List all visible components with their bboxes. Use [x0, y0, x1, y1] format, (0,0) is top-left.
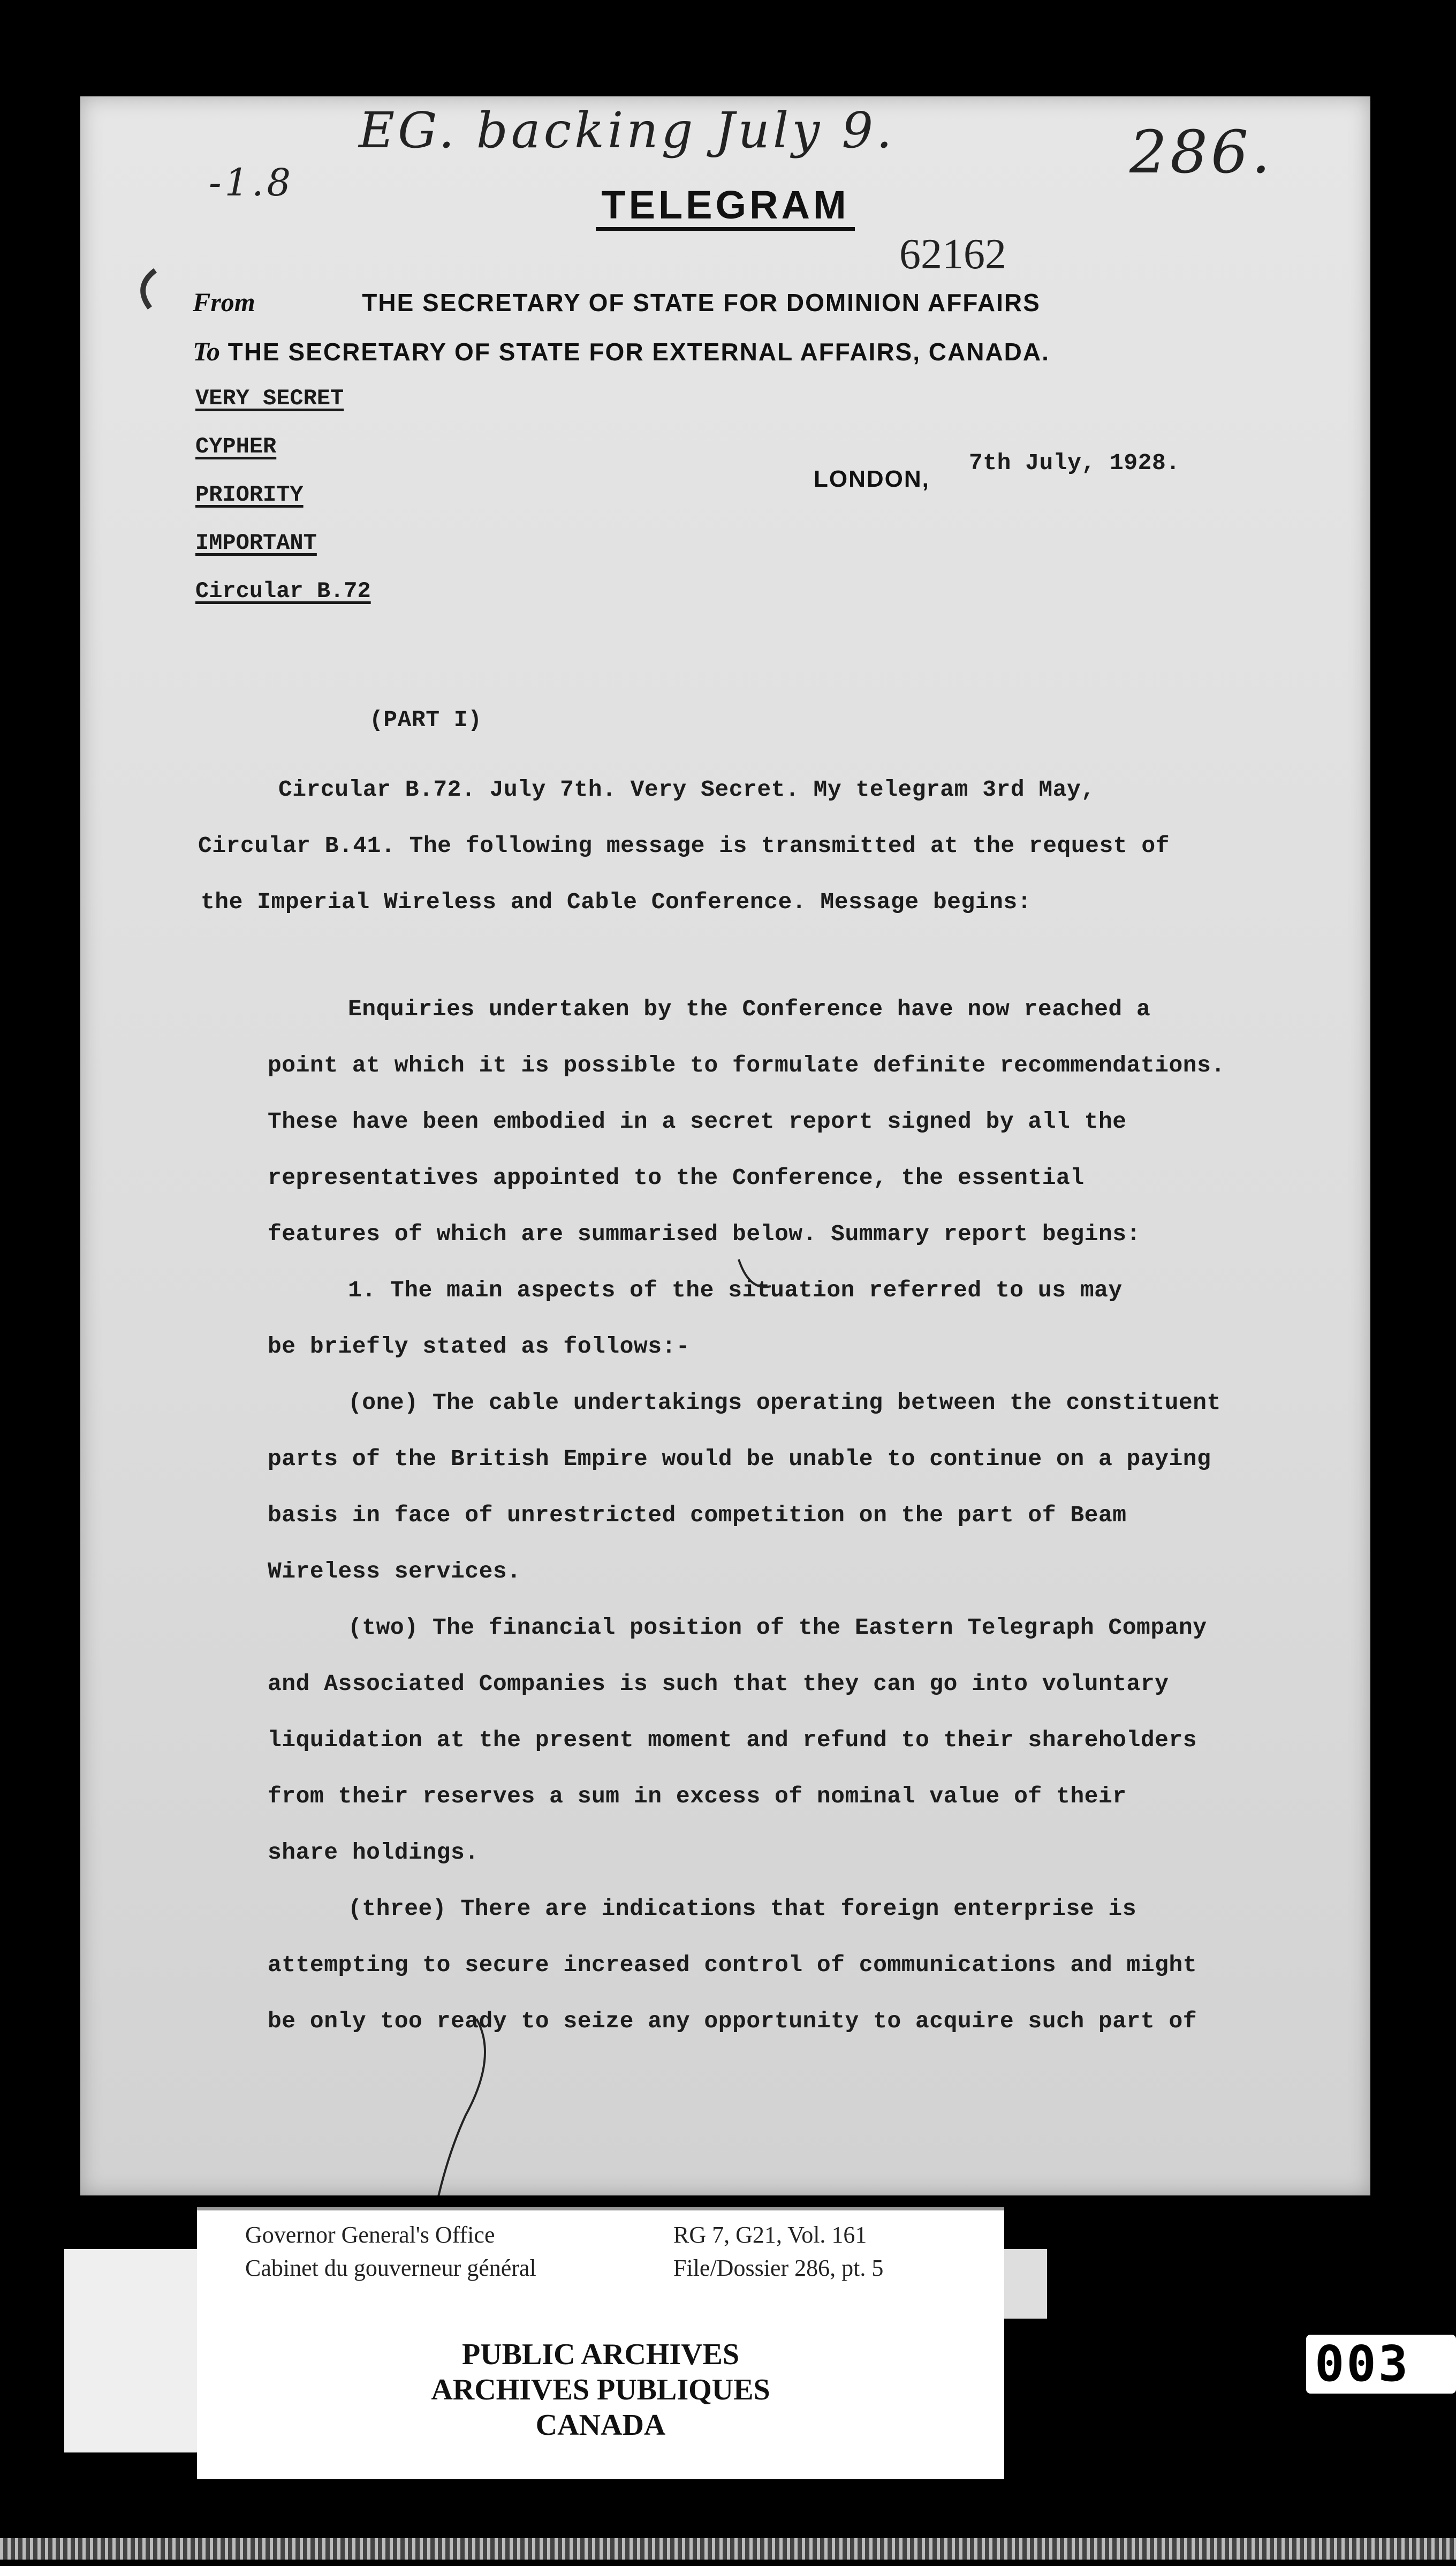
public-archives-stamp [197, 2324, 1004, 2479]
film-strip-right [1004, 2249, 1047, 2319]
body-line: Wireless services. [268, 1558, 521, 1584]
pen-stroke-marks [80, 96, 1370, 2195]
body-line: share holdings. [268, 1839, 479, 1866]
body-line: be only too ready to seize any opportunity to acquire such part of [268, 2008, 1197, 2034]
film-edge [0, 2538, 1456, 2560]
handwritten-margin-mark: -1.8 [209, 161, 294, 205]
body-line: These have been embodied in a secret report signed by all the [268, 1108, 1127, 1135]
body-line: attempting to secure increased control of communications and might [268, 1952, 1197, 1978]
office-english: Governor General's Office [245, 2222, 495, 2248]
body-line: (two) The financial position of the Eastern Telegraph Company [348, 1614, 1207, 1641]
marking-priority: PRIORITY [195, 482, 304, 508]
handwritten-page-number: 286. [1129, 118, 1273, 186]
date: 7th July, 1928. [969, 450, 1180, 476]
body-line: point at which it is possible to formulate definite recommendations. [268, 1052, 1225, 1078]
body-line: parts of the British Empire would be unable to continue on a paying [268, 1446, 1211, 1472]
body-line: basis in face of unrestricted competition on the part of Beam [268, 1502, 1127, 1528]
archives-line-country: CANADA [535, 2409, 666, 2442]
document-title: TELEGRAM [80, 182, 1370, 228]
archive-label [197, 2207, 1004, 2328]
to-text: THE SECRETARY OF STATE FOR EXTERNAL AFFAIRS, CANADA. [228, 338, 1050, 366]
body-line: from their reserves a sum in excess of nominal value of their [268, 1783, 1127, 1809]
from-label: From [193, 287, 255, 317]
frame-number: 003 [1306, 2335, 1456, 2394]
archives-line-en: PUBLIC ARCHIVES [461, 2338, 740, 2371]
from-text: THE SECRETARY OF STATE FOR DOMINION AFFAIRS [362, 289, 1041, 316]
body-line: be briefly stated as follows:- [268, 1333, 691, 1360]
body-line: 1. The main aspects of the situation referred to us may [348, 1277, 1123, 1303]
place: LONDON, [814, 466, 930, 492]
body-line: Circular B.41. The following message is transmitted at the request of [198, 833, 1170, 859]
marking-important: IMPORTANT [195, 530, 317, 556]
archives-line-fr: ARCHIVES PUBLIQUES [431, 2373, 770, 2406]
archive-file: File/Dossier 286, pt. 5 [673, 2255, 884, 2281]
handwritten-note: EG. backing July 9. [359, 102, 896, 159]
body-line: (three) There are indications that foreign enterprise is [348, 1896, 1137, 1922]
marking-circular: Circular B.72 [195, 578, 371, 604]
film-strip-left [64, 2249, 198, 2452]
body-line: representatives appointed to the Conference, the essential [268, 1165, 1085, 1191]
document-number: 62162 [899, 231, 1006, 278]
body-line: the Imperial Wireless and Cable Conference. Message begins: [201, 889, 1032, 915]
body-line: Enquiries undertaken by the Conference have now reached a [348, 996, 1151, 1022]
body-line: features of which are summarised below. Summary report begins: [268, 1221, 1141, 1247]
body-line: Circular B.72. July 7th. Very Secret. My telegram 3rd May, [278, 776, 1095, 803]
body-line: and Associated Companies is such that they can go into voluntary [268, 1671, 1169, 1697]
to-label: To [193, 336, 220, 366]
part-heading: (PART I) [369, 707, 482, 733]
marking-very-secret: VERY SECRET [195, 386, 344, 411]
marking-cypher: CYPHER [195, 434, 277, 459]
archive-reference: RG 7, G21, Vol. 161 [673, 2222, 867, 2248]
telegram-page [80, 96, 1370, 2195]
office-french: Cabinet du gouverneur général [245, 2255, 536, 2281]
body-line: (one) The cable undertakings operating between the constituent [348, 1390, 1221, 1416]
body-line: liquidation at the present moment and refund to their shareholders [268, 1727, 1197, 1753]
